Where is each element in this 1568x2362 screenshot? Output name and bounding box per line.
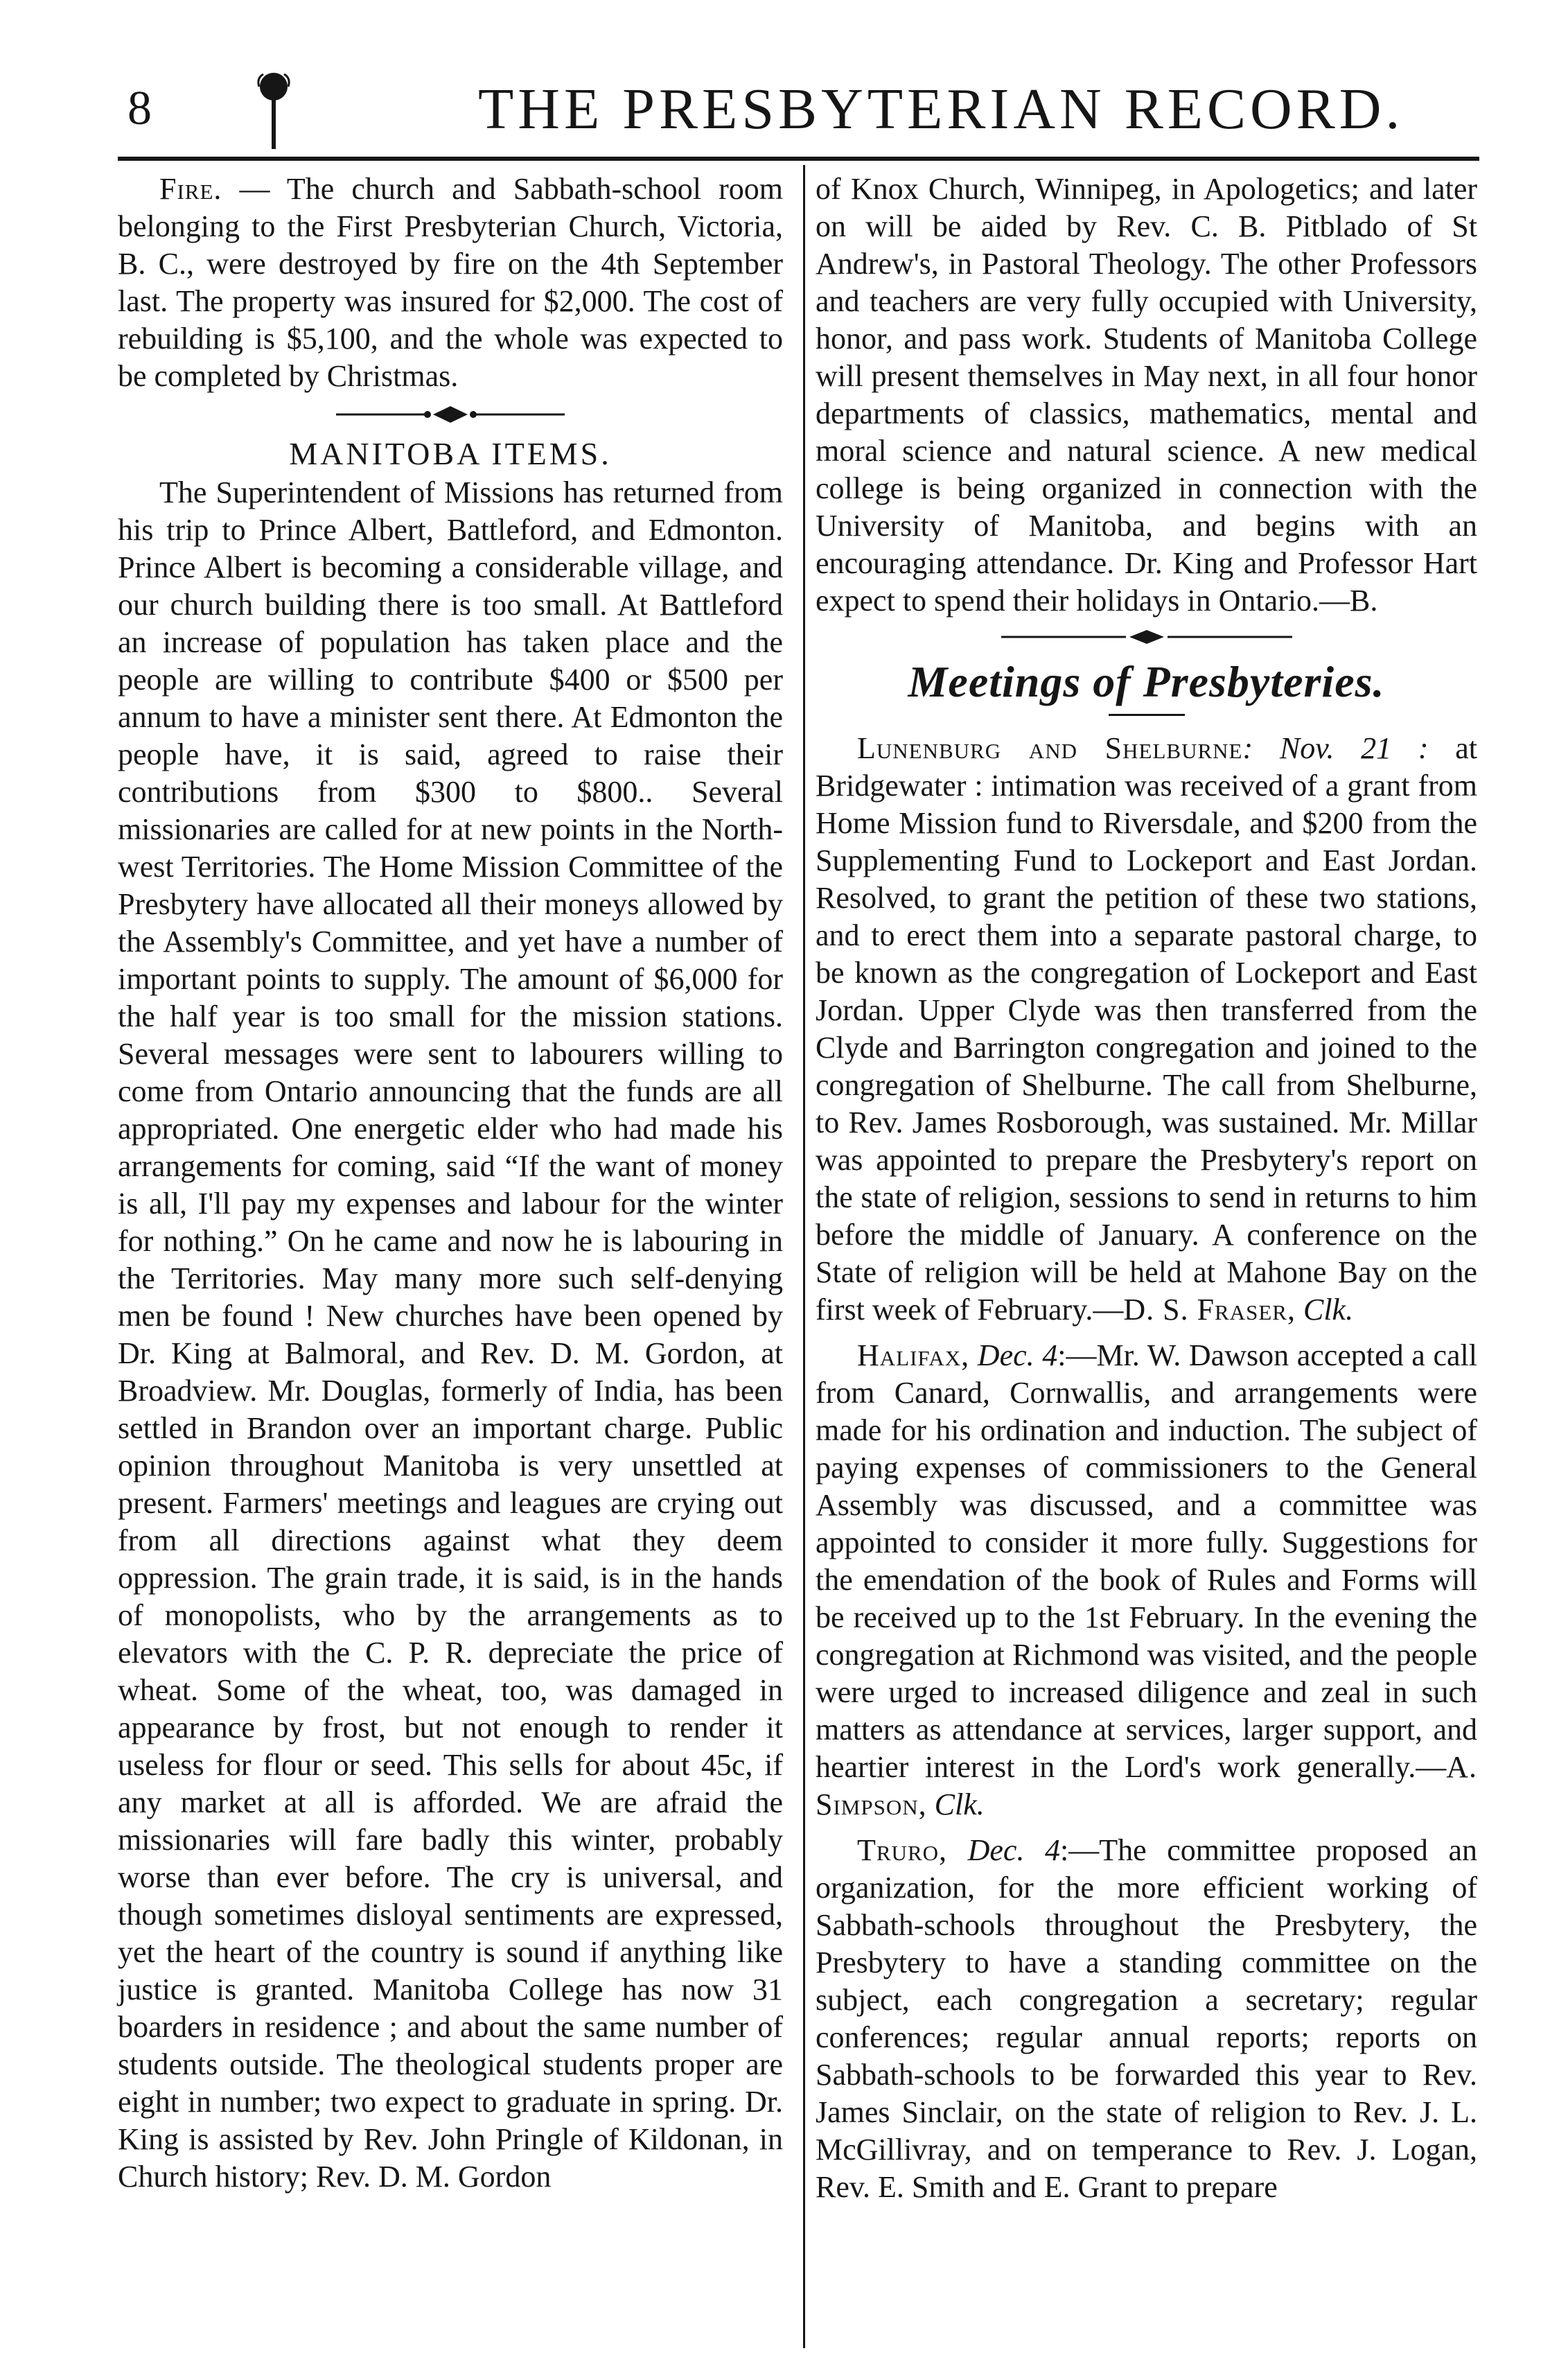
halifax-text: :—Mr. W. Dawson accepted a call from Canard, Cornwallis, and arrangements were made for his ordination and induction. The subject of paying expenses of commissioners to the General Assembly was discussed, and a committee was appointed to consider it more fully. Suggestions for the emendation of the book of Rules and Forms will be received up to the 1st February. In the evening the congregation at Richmond was visited, and the people were urged to increased diligence and zeal in such matters as attendance at services, larger support, and heartier interest in the Lord's work generally.— xyxy=(816,1338,1477,1784)
right-column xyxy=(816,170,1477,2206)
meetings-underline xyxy=(1109,714,1185,716)
header-rule xyxy=(118,157,1479,161)
lunenburg-signature: D. S. Fraser, xyxy=(1123,1293,1296,1327)
paragraph-gap xyxy=(816,1329,1477,1337)
halifax-signature: A. Simpson, xyxy=(816,1750,1477,1821)
section-ornament-icon xyxy=(336,402,565,427)
halifax-clerk: Clk. xyxy=(926,1787,985,1821)
manitoba-heading: MANITOBA ITEMS. xyxy=(289,436,612,471)
lunenburg-paragraph xyxy=(816,730,1477,1329)
lunenburg-date: : Nov. 21 : xyxy=(1242,731,1429,765)
page-number: 8 xyxy=(127,82,152,135)
halifax-paragraph xyxy=(816,1337,1477,1823)
truro-date: Dec. 4 xyxy=(947,1833,1061,1867)
left-column xyxy=(118,170,783,2196)
lunenburg-text: at Bridgewater : intimation was received of a grant from Home Mission fund to Riversdale, and $200 from the Supplementing Fund to Lockeport and East Jordan. Resolved, to grant the petition of these two stations, and to erect them into a separate pastoral charge, to be known as the congregation of Lockeport and East Jordan. Upper Clyde was then transferred from the Clyde and Barrington congregation and joined to the congregation of Shelburne. The call from Shelburne, to Rev. James Rosborough, was sustained. Mr. Millar was appointed to prepare the Presbytery's report on the state of religion, sessions to send in returns to him before the middle of January. A conference on the State of religion will be held at Mahone Bay on the first week of February.— xyxy=(816,731,1477,1327)
burning-bush-icon xyxy=(256,71,291,155)
paragraph-gap xyxy=(816,1823,1477,1832)
meetings-ornament-icon xyxy=(1001,627,1292,647)
page-title: THE PRESBYTERIAN RECORD. xyxy=(478,77,1404,141)
lunenburg-clerk: Clk. xyxy=(1295,1293,1354,1327)
halifax-date: Dec. 4 xyxy=(969,1338,1058,1372)
halifax-lead: Halifax, xyxy=(857,1338,970,1372)
manitoba-continuation: of Knox Church, Winnipeg, in Apologetics; and later on will be aided by Rev. C. B. Pitblado of St Andrew's, in Pastoral Theology. The other Professors and teachers are very fully occupied with University, honor, and pass work. Students of Manitoba College will present themselves in May next, in all four honor departments of classics, mathematics, mental and moral science and natural science. A new medical college is being organized in connection with the University of Manitoba, and begins with an encouraging attendance. Dr. King and Professor Hart expect to spend their holidays in Ontario.—B. xyxy=(816,172,1477,618)
truro-lead: Truro, xyxy=(857,1833,948,1867)
meetings-heading: Meetings of Presbyteries. xyxy=(908,657,1385,706)
page-header xyxy=(118,68,1476,158)
fire-lead: Fire. xyxy=(159,172,222,206)
column-divider xyxy=(803,165,805,2348)
fire-text: — The church and Sabbath-school room belonging to the First Presbyterian Church, Victoria, B. C., were destroyed by fire on the 4th September last. The property was insured for $2,000. The cost of rebuilding is $5,100, and the whole was expected to be completed by Christmas. xyxy=(118,172,783,393)
lunenburg-lead: Lunenburg and Shelburne xyxy=(857,731,1243,765)
manitoba-paragraph: The Superintendent of Missions has returned from his trip to Prince Albert, Battleford, and Edmonton. Prince Albert is becoming a considerable village, and our church building there is too small. At Battleford an increase of population has taken place and the people are willing to contribute $400 or $500 per annum to have a minister sent there. At Edmonton the people have, it is said, agreed to raise their contributions from $300 to $800.. Several missionaries are called for at new points in the North-west Territories. The Home Mission Committee of the Presbytery have allocated all their moneys allowed by the Assembly's Committee, and yet have a number of important points to supply. The amount of $6,000 for the half year is too small for the mission stations. Several messages were sent to labourers willing to come from Ontario announcing that the funds are all appropriated. One energetic elder who had made his arrangements for coming, said “If the want of money is all, I'll pay my expenses and labour for the winter for nothing.” On he came and now he is labouring in the Territories. May many more such self-denying men be found ! New churches have been opened by Dr. King at Balmoral, and Rev. D. M. Gordon, at Broadview. Mr. Douglas, formerly of India, has been settled in Brandon over an important charge. Public opinion throughout Manitoba is very unsettled at present. Farmers' meetings and leagues are crying out from all directions against what they deem oppression. The grain trade, it is said, is in the hands of monopolists, who by the arrangements as to elevators with the C. P. R. depreciate the price of wheat. Some of the wheat, too, was damaged in appearance by frost, but not enough to render it useless for flour or seed. This sells for about 45c, if any market at all is afforded. We are afraid the missionaries will fare badly this winter, probably worse than ever before. The cry is universal, and though sometimes disloyal sentiments are expressed, yet the heart of the country is sound if anything like justice is granted. Manitoba College has now 31 boarders in residence ; and about the same number of students outside. The theological students proper are eight in number; two expect to graduate in spring. Dr. King is assisted by Rev. John Pringle of Kildonan, in Church history; Rev. D. M. Gordon xyxy=(118,475,783,2194)
truro-text: :—The committee proposed an organization, for the more efficient working of Sabbath-schools throughout the Presbytery, the Presbytery to have a standing committee on the subject, each congregation a secretary; regular conferences; regular annual reports; reports on Sabbath-schools to be forwarded this year to Rev. James Sinclair, on the state of religion to Rev. J. L. McGillivray, and on temperance to Rev. J. Logan, Rev. E. Smith and E. Grant to prepare xyxy=(816,1833,1477,2204)
fire-paragraph xyxy=(118,170,783,395)
truro-paragraph xyxy=(816,1832,1477,2206)
